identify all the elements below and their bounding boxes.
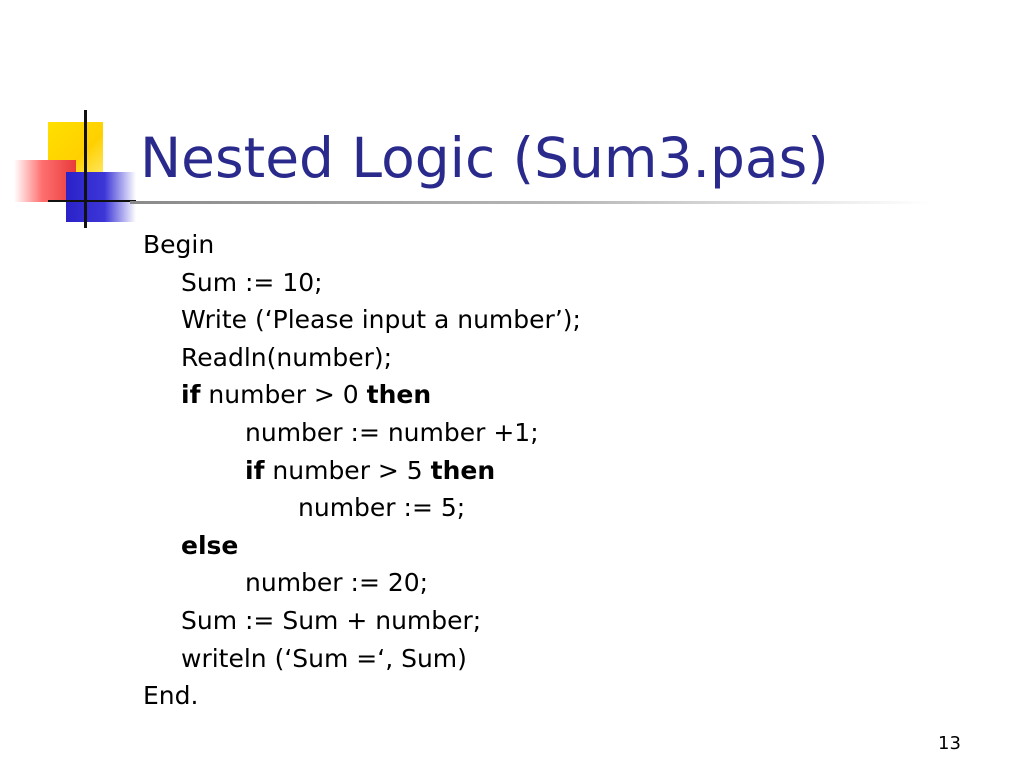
- code-block: [143, 226, 581, 715]
- code-line-if-outer: [143, 376, 581, 414]
- keyword-if: if: [181, 380, 201, 410]
- code-line-cap: number := 5;: [298, 493, 466, 523]
- condition-text: number > 0: [200, 380, 367, 410]
- code-line-writeln: writeln (‘Sum =‘, Sum): [181, 643, 467, 673]
- title-underline: [130, 201, 930, 204]
- keyword-then: then: [366, 380, 432, 410]
- code-line-sum-add: Sum := Sum + number;: [181, 605, 482, 635]
- condition-text: number > 5: [264, 455, 431, 485]
- code-line-begin: Begin: [143, 230, 215, 259]
- code-line-increment: number := number +1;: [245, 417, 539, 447]
- keyword-if: if: [245, 455, 265, 485]
- code-line-end: End.: [143, 681, 199, 711]
- code-line-if-inner: [143, 452, 581, 490]
- code-line-readln: Readln(number);: [181, 342, 393, 372]
- page-number: 13: [938, 733, 961, 754]
- slide-title: Nested Logic (Sum3.pas): [140, 126, 829, 190]
- code-line-write-prompt: Write (‘Please input a number’);: [181, 305, 581, 335]
- code-line-sum-init: Sum := 10;: [181, 267, 323, 297]
- logo-vertical-line: [84, 110, 87, 228]
- keyword-then: then: [430, 455, 496, 485]
- code-line-else: else: [181, 530, 239, 560]
- logo-blue-square: [66, 172, 136, 222]
- logo-horizontal-line: [48, 200, 136, 202]
- code-line-else-assign: number := 20;: [245, 568, 429, 598]
